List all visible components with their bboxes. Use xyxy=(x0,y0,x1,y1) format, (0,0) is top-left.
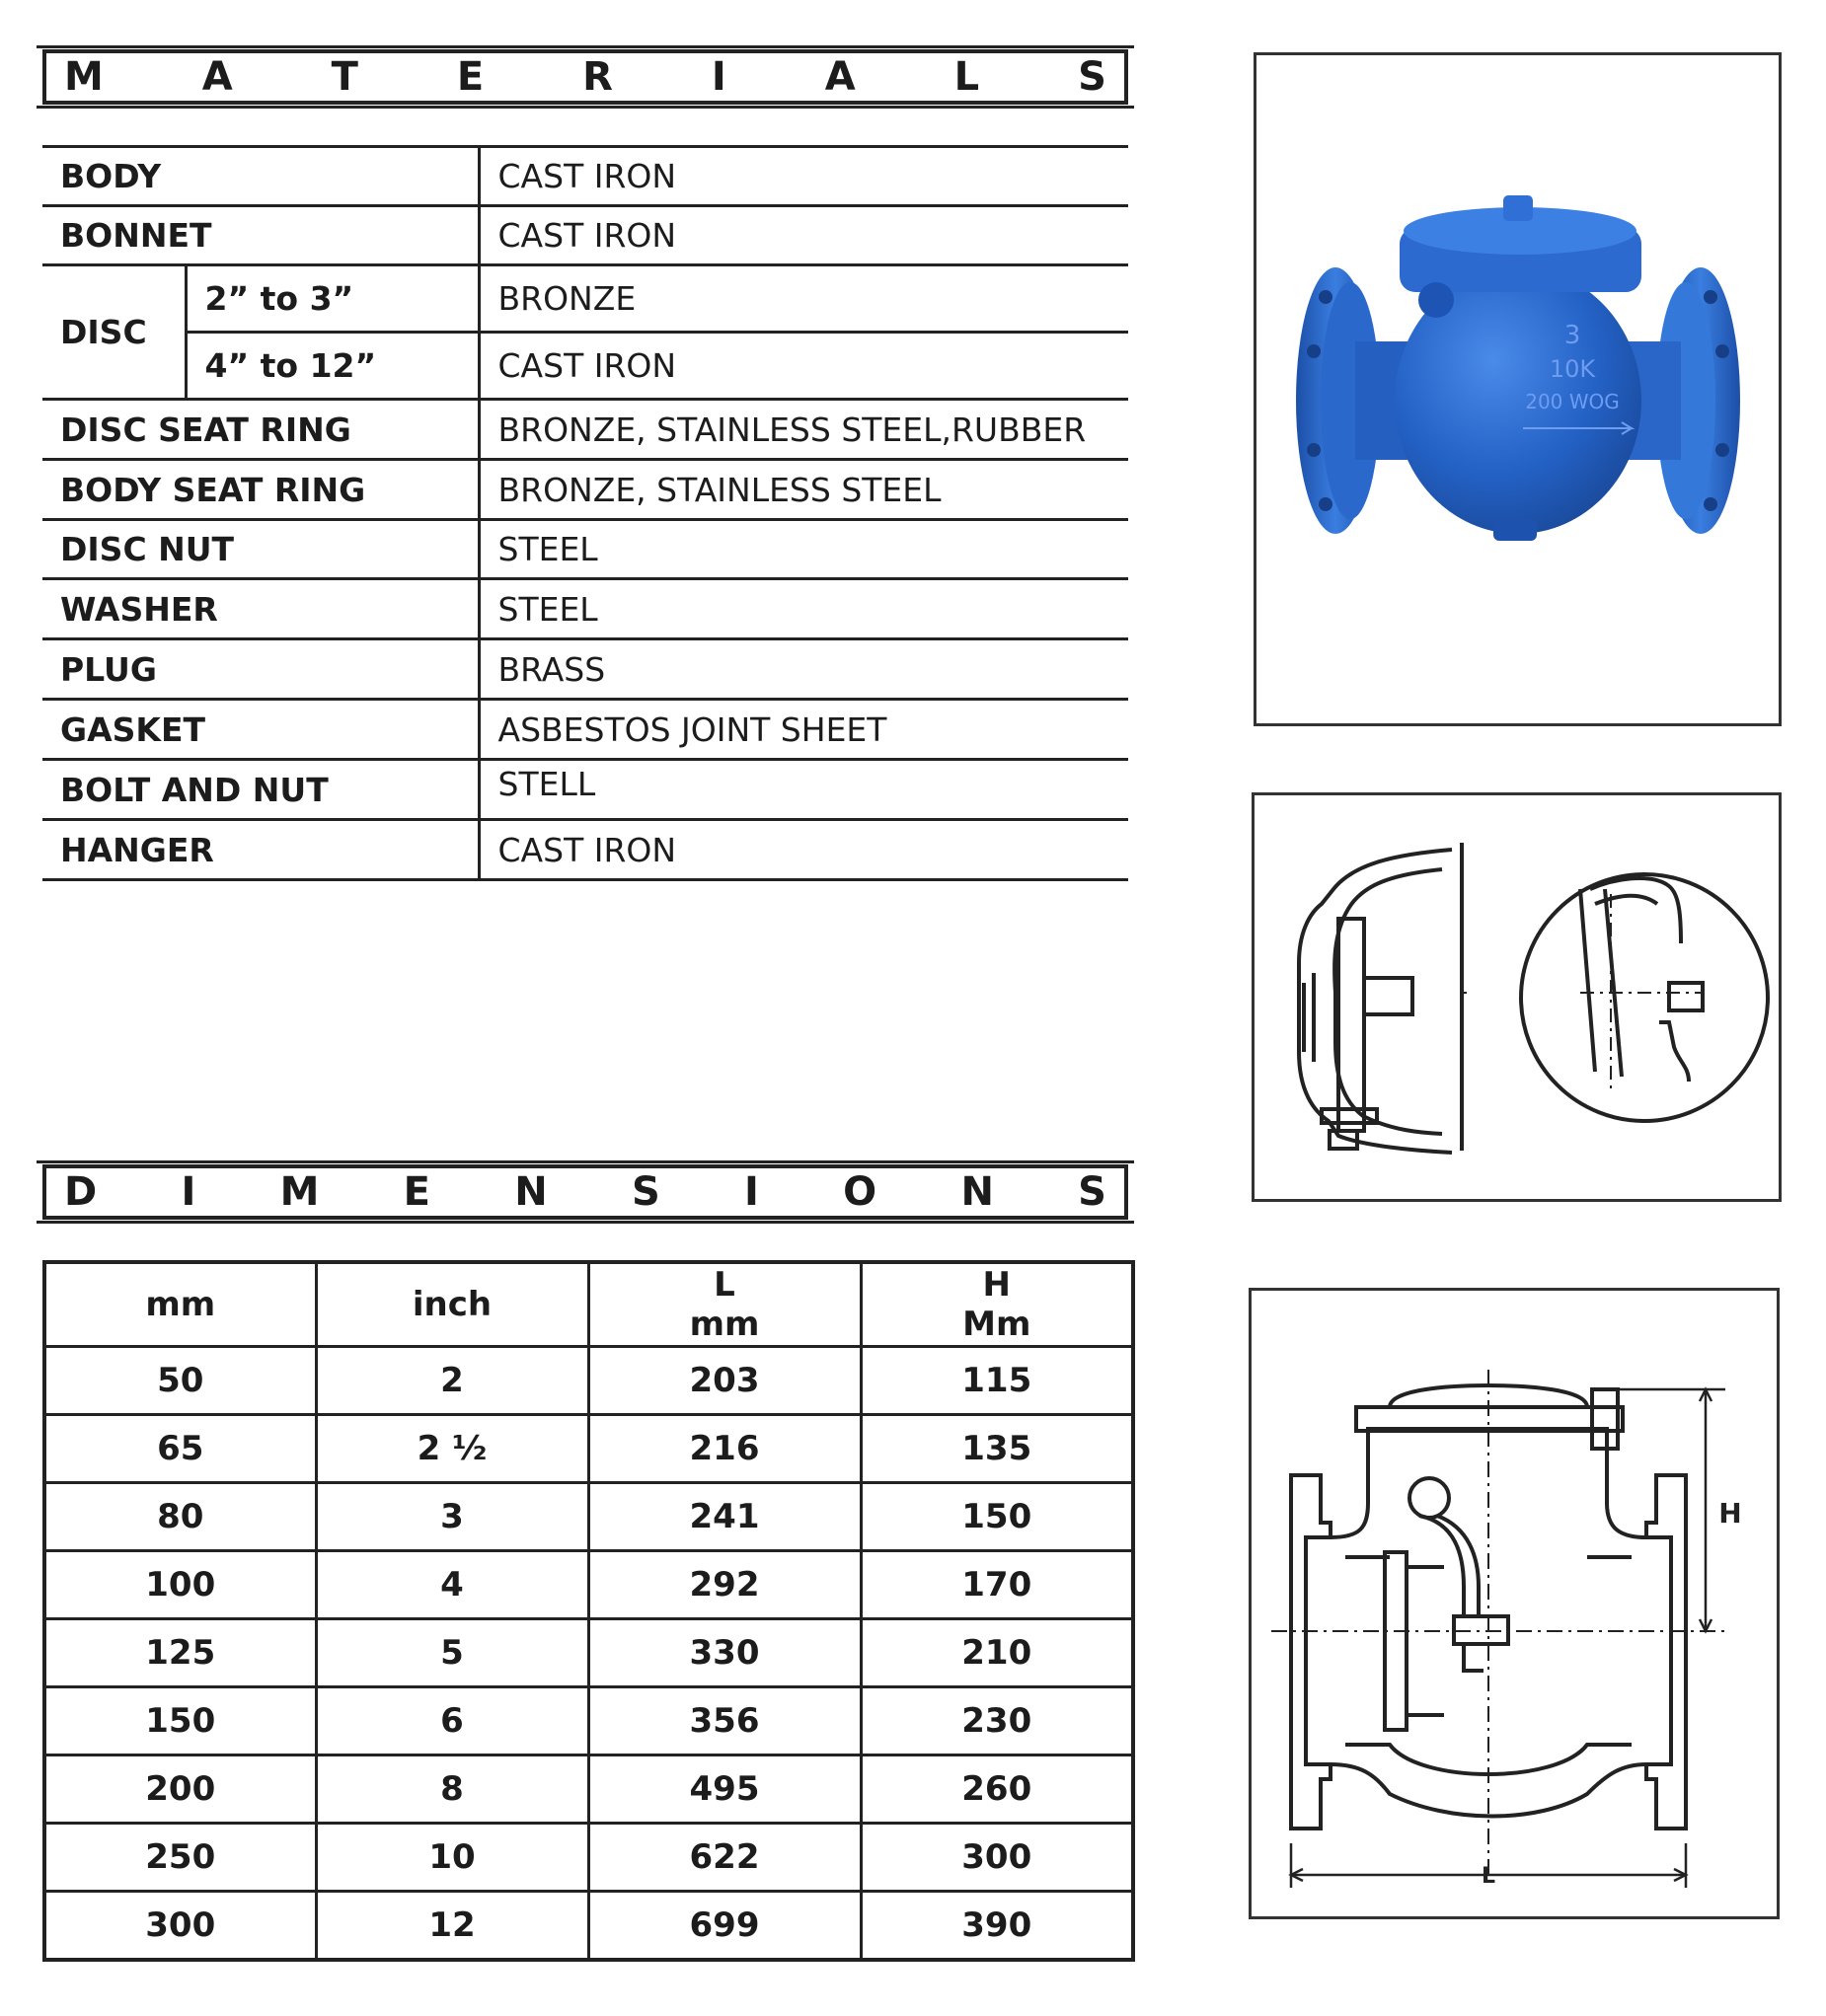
cell-mm: 200 xyxy=(44,1755,316,1824)
part-name: DISC SEAT RING xyxy=(42,400,479,460)
cell-inch: 10 xyxy=(316,1824,588,1892)
cell-inch: 5 xyxy=(316,1619,588,1687)
cell-mm: 80 xyxy=(44,1483,316,1551)
cell-h-mm: 390 xyxy=(861,1892,1133,1960)
materials-heading-letter: R xyxy=(582,54,613,100)
cell-l-mm: 330 xyxy=(588,1619,861,1687)
cell-h-mm: 135 xyxy=(861,1415,1133,1483)
column-header-h-unit: Mm xyxy=(962,1305,1031,1344)
casting-mark: 3 xyxy=(1563,321,1581,350)
part-name: GASKET xyxy=(42,700,479,760)
materials-heading-letter: I xyxy=(711,54,726,100)
column-header-l-label: L xyxy=(714,1265,735,1305)
cell-inch: 12 xyxy=(316,1892,588,1960)
cell-mm: 250 xyxy=(44,1824,316,1892)
valve-photo xyxy=(1256,55,1779,723)
dimensions-heading-letter: O xyxy=(843,1169,877,1215)
size-range: 4” to 12” xyxy=(186,333,479,400)
cell-inch: 2 ½ xyxy=(316,1415,588,1483)
table-row xyxy=(44,1347,1133,1415)
table-row xyxy=(42,700,1128,760)
column-header-l-unit: mm xyxy=(689,1305,760,1344)
cell-h-mm: 115 xyxy=(861,1347,1133,1415)
part-name: BODY SEAT RING xyxy=(42,460,479,520)
cell-mm: 100 xyxy=(44,1551,316,1619)
cell-h-mm: 230 xyxy=(861,1687,1133,1755)
material-value: ASBESTOS JOINT SHEET xyxy=(479,700,1128,760)
materials-heading-letter: A xyxy=(201,54,233,100)
dimensions-heading-letter: S xyxy=(1078,1169,1106,1215)
material-value: CAST IRON xyxy=(479,820,1128,880)
material-value: CAST IRON xyxy=(479,206,1128,265)
cell-h-mm: 170 xyxy=(861,1551,1133,1619)
dimensions-heading-letter: M xyxy=(279,1169,320,1215)
material-value: STEEL xyxy=(479,579,1128,639)
table-row xyxy=(42,520,1128,579)
size-range: 2” to 3” xyxy=(186,265,479,333)
materials-heading xyxy=(42,49,1128,105)
table-row xyxy=(44,1824,1133,1892)
table-row xyxy=(42,265,1128,333)
table-row xyxy=(44,1415,1133,1483)
cell-mm: 300 xyxy=(44,1892,316,1960)
materials-heading-letter: E xyxy=(456,54,485,100)
cell-l-mm: 241 xyxy=(588,1483,861,1551)
casting-mark: 200 WOG xyxy=(1525,390,1620,413)
dimensions-heading-letter: D xyxy=(64,1169,98,1215)
materials-heading-letter: L xyxy=(953,54,980,100)
valve-photo-frame xyxy=(1254,52,1782,726)
cell-mm: 50 xyxy=(44,1347,316,1415)
part-name: BONNET xyxy=(42,206,479,265)
material-value: BRONZE xyxy=(479,265,1128,333)
cell-h-mm: 260 xyxy=(861,1755,1133,1824)
cell-l-mm: 203 xyxy=(588,1347,861,1415)
column-header-mm: mm xyxy=(44,1262,316,1347)
column-header-h xyxy=(861,1262,1133,1347)
dimensions-heading-letter: N xyxy=(514,1169,548,1215)
table-row xyxy=(42,579,1128,639)
table-row xyxy=(42,460,1128,520)
cell-mm: 150 xyxy=(44,1687,316,1755)
cell-h-mm: 150 xyxy=(861,1483,1133,1551)
part-name: BOLT AND NUT xyxy=(42,760,479,820)
table-row xyxy=(44,1755,1133,1824)
part-name: HANGER xyxy=(42,820,479,880)
table-row xyxy=(42,760,1128,820)
table-row xyxy=(42,639,1128,700)
part-name: DISC xyxy=(42,265,186,400)
dimensions-heading-letter: E xyxy=(403,1169,430,1215)
cell-mm: 125 xyxy=(44,1619,316,1687)
material-value: CAST IRON xyxy=(479,333,1128,400)
material-value: STELL xyxy=(479,760,1128,820)
cell-h-mm: 300 xyxy=(861,1824,1133,1892)
material-value: BRONZE, STAINLESS STEEL xyxy=(479,460,1128,520)
section-drawing xyxy=(1252,1291,1777,1916)
material-value: BRASS xyxy=(479,639,1128,700)
dimensions-heading xyxy=(42,1164,1128,1220)
dimensions-heading-letter: N xyxy=(960,1169,994,1215)
cell-l-mm: 292 xyxy=(588,1551,861,1619)
table-row xyxy=(44,1687,1133,1755)
cell-inch: 2 xyxy=(316,1347,588,1415)
part-name: WASHER xyxy=(42,579,479,639)
cell-inch: 6 xyxy=(316,1687,588,1755)
table-row xyxy=(44,1892,1133,1960)
materials-heading-letter: M xyxy=(64,54,104,100)
materials-table xyxy=(42,145,1128,881)
disc-detail-drawing xyxy=(1255,795,1779,1199)
materials-heading-letter: T xyxy=(331,54,358,100)
dimensions-heading-letter: I xyxy=(181,1169,196,1215)
cell-inch: 8 xyxy=(316,1755,588,1824)
material-value: STEEL xyxy=(479,520,1128,579)
cell-mm: 65 xyxy=(44,1415,316,1483)
cell-inch: 3 xyxy=(316,1483,588,1551)
section-drawing-frame xyxy=(1249,1288,1780,1919)
cell-l-mm: 216 xyxy=(588,1415,861,1483)
materials-heading-letter: S xyxy=(1078,54,1106,100)
table-row xyxy=(42,147,1128,206)
cell-h-mm: 210 xyxy=(861,1619,1133,1687)
disc-detail-frame xyxy=(1252,792,1782,1202)
table-row xyxy=(44,1551,1133,1619)
column-header-l xyxy=(588,1262,861,1347)
table-row xyxy=(44,1619,1133,1687)
part-name: DISC NUT xyxy=(42,520,479,579)
table-row xyxy=(44,1483,1133,1551)
table-row xyxy=(42,206,1128,265)
cell-l-mm: 699 xyxy=(588,1892,861,1960)
cell-l-mm: 495 xyxy=(588,1755,861,1824)
dimensions-heading-letter: S xyxy=(631,1169,660,1215)
column-header-h-label: H xyxy=(982,1265,1011,1305)
casting-mark: 10K xyxy=(1549,355,1596,383)
dimensions-table-body xyxy=(44,1347,1133,1960)
column-header-inch: inch xyxy=(316,1262,588,1347)
dimension-label-h: H xyxy=(1718,1497,1742,1530)
material-value: BRONZE, STAINLESS STEEL,RUBBER xyxy=(479,400,1128,460)
dimensions-heading-letter: I xyxy=(744,1169,759,1215)
materials-heading-letter: A xyxy=(824,54,856,100)
cell-inch: 4 xyxy=(316,1551,588,1619)
table-row xyxy=(42,400,1128,460)
part-name: PLUG xyxy=(42,639,479,700)
cell-l-mm: 356 xyxy=(588,1687,861,1755)
dimension-label-l: L xyxy=(1481,1864,1496,1889)
table-row xyxy=(42,820,1128,880)
part-name: BODY xyxy=(42,147,479,206)
table-header-row xyxy=(44,1262,1133,1347)
table-row xyxy=(42,333,1128,400)
material-value: CAST IRON xyxy=(479,147,1128,206)
cell-l-mm: 622 xyxy=(588,1824,861,1892)
dimensions-table xyxy=(42,1260,1135,1962)
